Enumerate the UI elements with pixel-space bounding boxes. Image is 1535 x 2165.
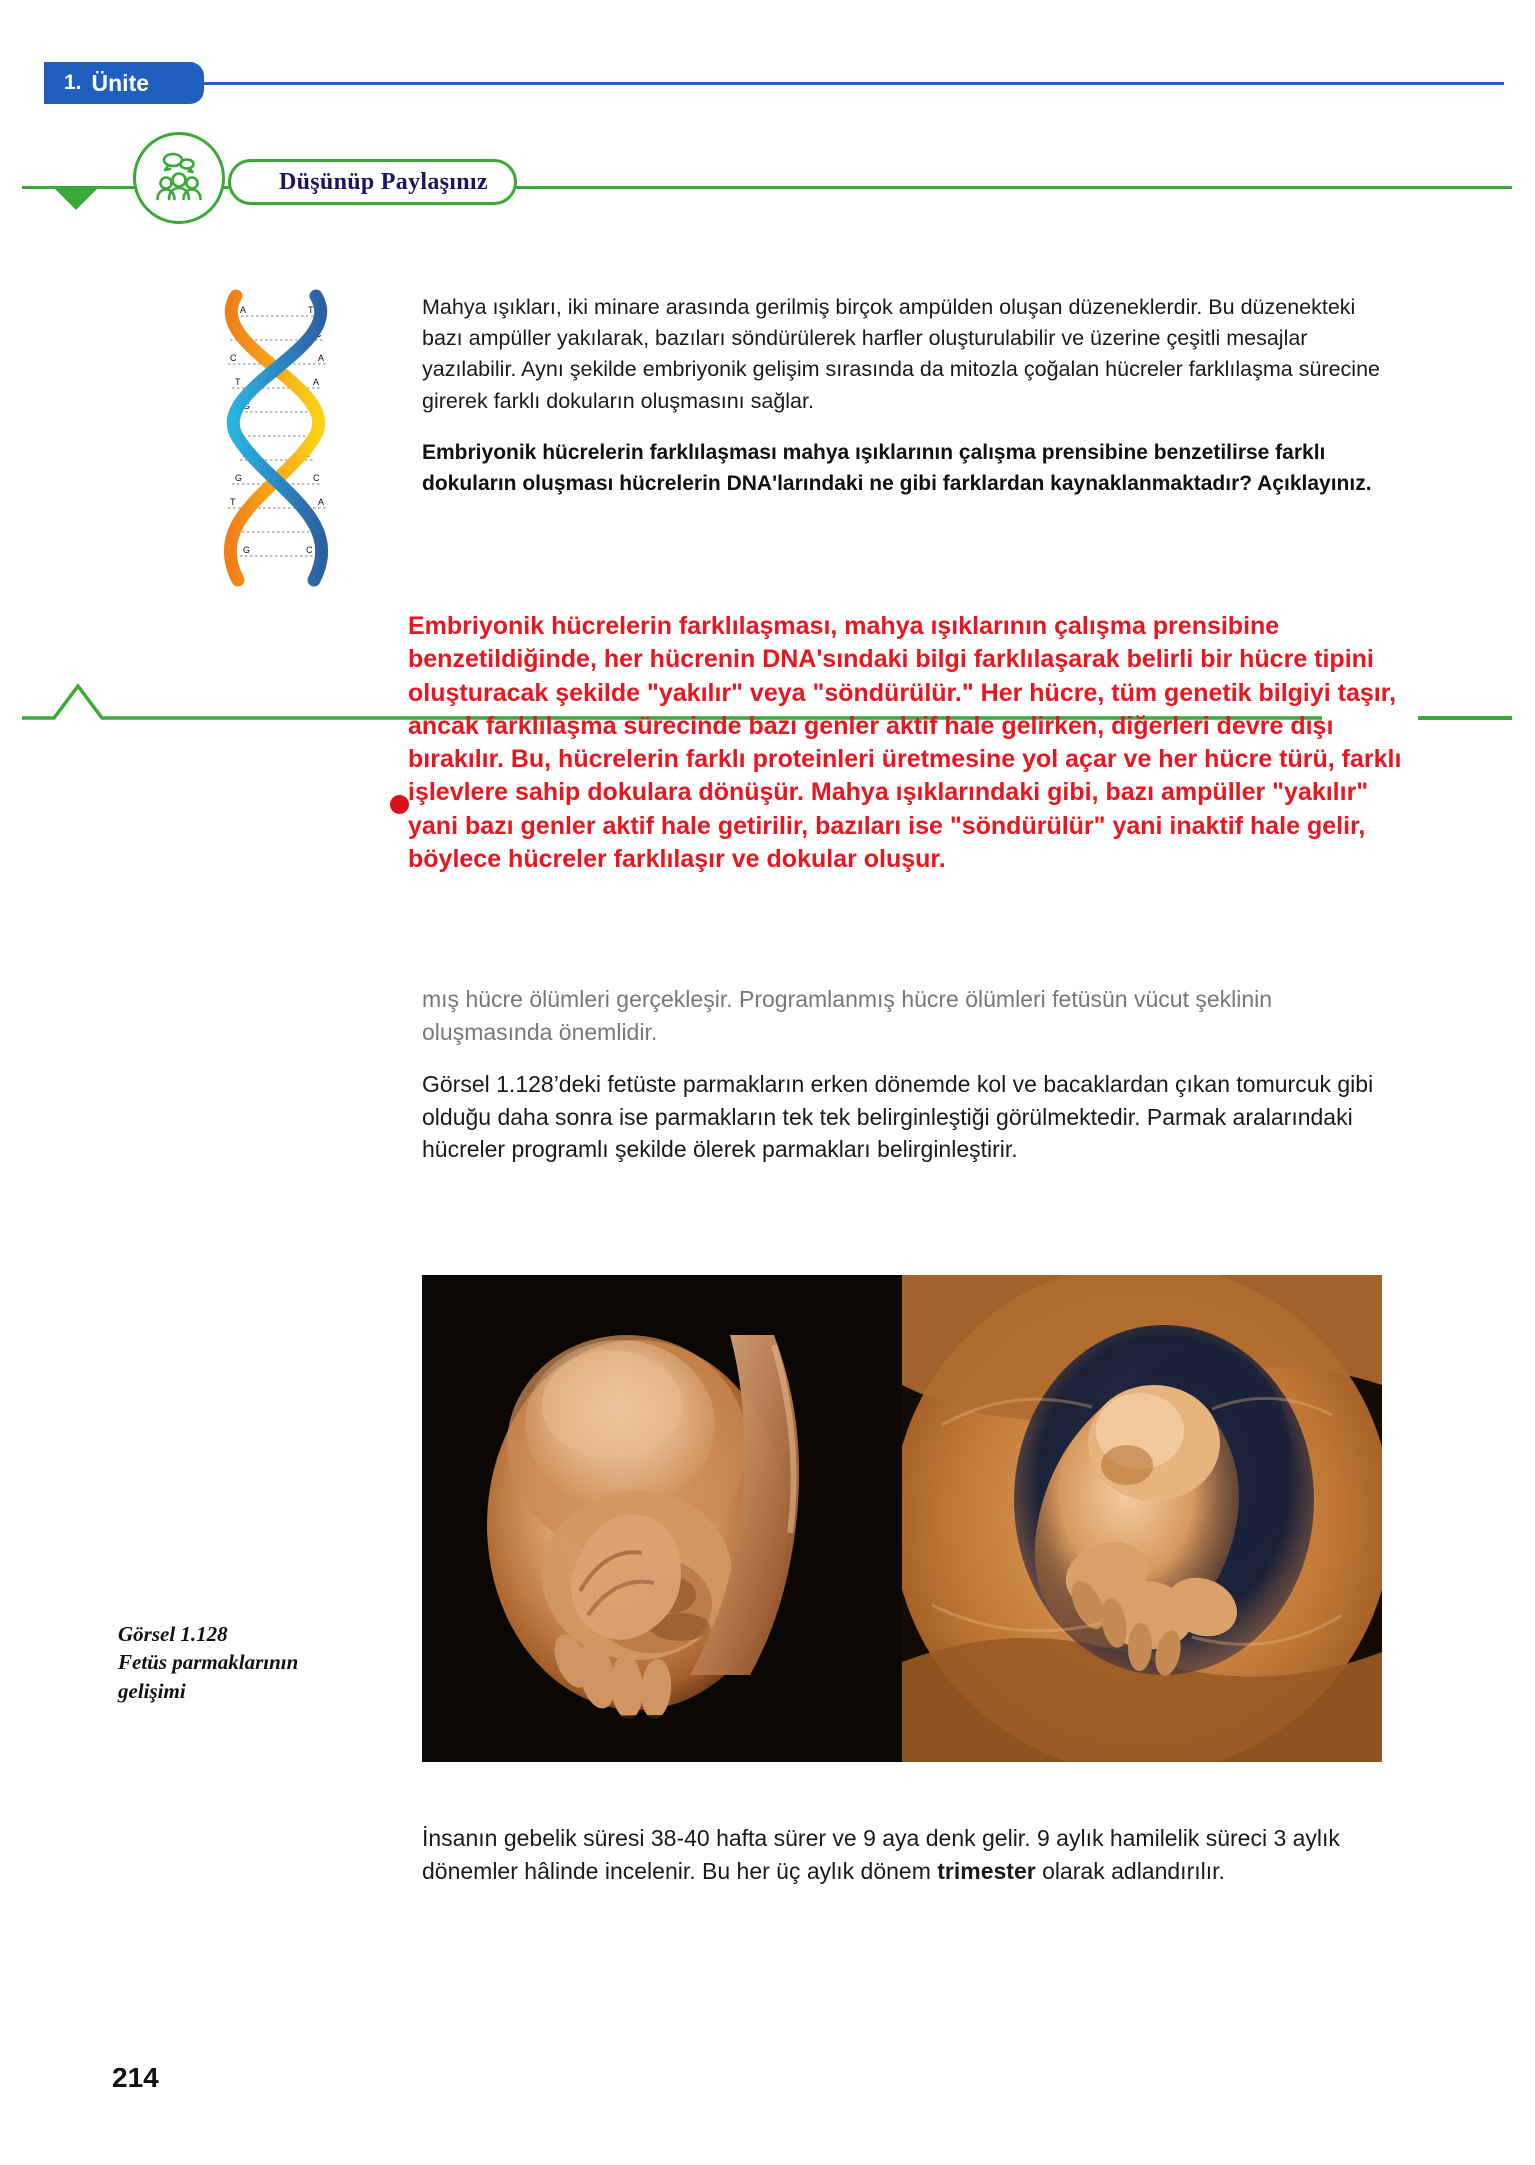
page-number: 214 bbox=[112, 2062, 159, 2093]
svg-text:C: C bbox=[315, 329, 322, 339]
discussion-group-icon bbox=[133, 132, 225, 224]
svg-text:T: T bbox=[235, 377, 241, 387]
answer-bullet-dot bbox=[390, 795, 409, 814]
figure-caption-title: Görsel 1.128 bbox=[118, 1622, 228, 1646]
paragraph-programmed-cell-death: mış hücre ölümleri gerçekleşir. Programlanmış hücre ölümleri fetüsün vücut şeklinin oluşmasında önemlidir. bbox=[422, 986, 1273, 1045]
unit-tab bbox=[44, 62, 204, 104]
banner-title: Düşünüp Paylaşınız bbox=[279, 168, 488, 195]
paragraph-figure-reference: Görsel 1.128’deki fetüste parmakların erken dönemde kol ve bacaklardan çıkan tomurcuk gibi olduğu daha sonra ise parmakların tek tek belirginleştiği görülmektedir. Parmak aralarındaki hücreler programlı şekilde ölerek parmakları belirginleştirir. bbox=[422, 1071, 1374, 1163]
svg-text:G: G bbox=[235, 473, 243, 483]
svg-text:G: G bbox=[243, 401, 251, 411]
svg-text:G: G bbox=[233, 329, 241, 339]
svg-text:C: C bbox=[306, 545, 313, 555]
svg-text:G: G bbox=[313, 521, 321, 531]
svg-text:C: C bbox=[313, 473, 320, 483]
paragraph-pregnancy bbox=[422, 1822, 1402, 1889]
paragraph-pregnancy-part2: olarak adlandırılır. bbox=[1035, 1858, 1225, 1885]
banner-title-pill bbox=[228, 159, 517, 205]
svg-text:A: A bbox=[243, 449, 250, 459]
svg-text:C: C bbox=[235, 521, 242, 531]
unit-number: 1. bbox=[64, 71, 82, 94]
svg-text:A: A bbox=[240, 305, 247, 315]
banner-arrow-marker bbox=[52, 186, 100, 210]
svg-text:C: C bbox=[306, 401, 313, 411]
body-text-block-covered bbox=[422, 983, 1402, 1068]
svg-text:T: T bbox=[306, 449, 312, 459]
paragraph-pregnancy-part1: İnsanın gebelik süresi 38-40 hafta sürer ve 9 aya denk gelir. 9 aylık hamilelik süreci 3 aylık dönemler hâlinde incelenir. Bu her üç aylık dönem bbox=[422, 1825, 1340, 1885]
figure-caption bbox=[118, 1620, 368, 1705]
student-answer-text: Embriyonik hücrelerin farklılaşması, mahya ışıklarının çalışma prensibine benzetildiğinde, her hücrenin DNA'sındaki bilgi farklılaşarak belirli bir hücre tipini oluşturacak şekilde "yakılır" veya "söndürülür." Her hücre, tüm genetik bilgiyi taşır, ancak farklılaşma sürecinde bazı genler aktif hale gelirken, diğerleri devre dışı bırakılır. Bu, hücrelerin farklı proteinleri üretmesine yol açar ve her hücre türü, farklı işlevlere sahip dokulara dönüşür. Mahya ışıklarındaki gibi, bazı ampüller "yakılır" yani bazı genler aktif hale getirilir, bazıları ise "söndürülür" yani inaktif hale gelir, böylece hücreler farklılaşır ve dokular oluşur. bbox=[408, 612, 1402, 873]
figure-caption-text: Fetüs parmaklarının gelişimi bbox=[118, 1650, 299, 1703]
figure-ultrasound-images bbox=[422, 1275, 1382, 1762]
intro-paragraph: Mahya ışıkları, iki minare arasında gerilmiş birçok ampülden oluşan düzeneklerdir. Bu düzenekteki bazı ampüller yakılarak, bazıları söndürülerek harfler oluşturulabilir ve üzerine çeşitli mesajlar yazılabilir. Aynı şekilde embriyonik gelişim sırasında da mitozla çoğalan hücreler farklılaşma sürecine girerek farklı dokuların oluşmasını sağlar. bbox=[422, 295, 1380, 413]
svg-text:G: G bbox=[243, 545, 251, 555]
ultrasound-image-right bbox=[902, 1275, 1382, 1762]
svg-text:C: C bbox=[230, 353, 237, 363]
header-divider bbox=[204, 82, 1504, 85]
svg-text:T: T bbox=[308, 305, 314, 315]
svg-text:T: T bbox=[230, 497, 236, 507]
body-text-block-figure-ref bbox=[422, 1068, 1402, 1186]
unit-label: Ünite bbox=[91, 69, 150, 96]
body-text-block-trimester bbox=[422, 1822, 1402, 1909]
term-trimester: trimester bbox=[937, 1858, 1036, 1885]
ultrasound-image-left bbox=[422, 1275, 902, 1762]
intro-text-block bbox=[422, 292, 1400, 520]
dna-double-helix-icon bbox=[196, 288, 356, 588]
svg-text:A: A bbox=[318, 497, 325, 507]
svg-text:A: A bbox=[318, 353, 325, 363]
svg-text:A: A bbox=[313, 377, 320, 387]
discussion-question: Embriyonik hücrelerin farklılaşması mahya ışıklarının çalışma prensibine benzetilirse farklı dokuların oluşması hücrelerin DNA'larındaki ne gibi farklardan kaynaklanmaktadır? Açıklayınız. bbox=[422, 440, 1372, 496]
